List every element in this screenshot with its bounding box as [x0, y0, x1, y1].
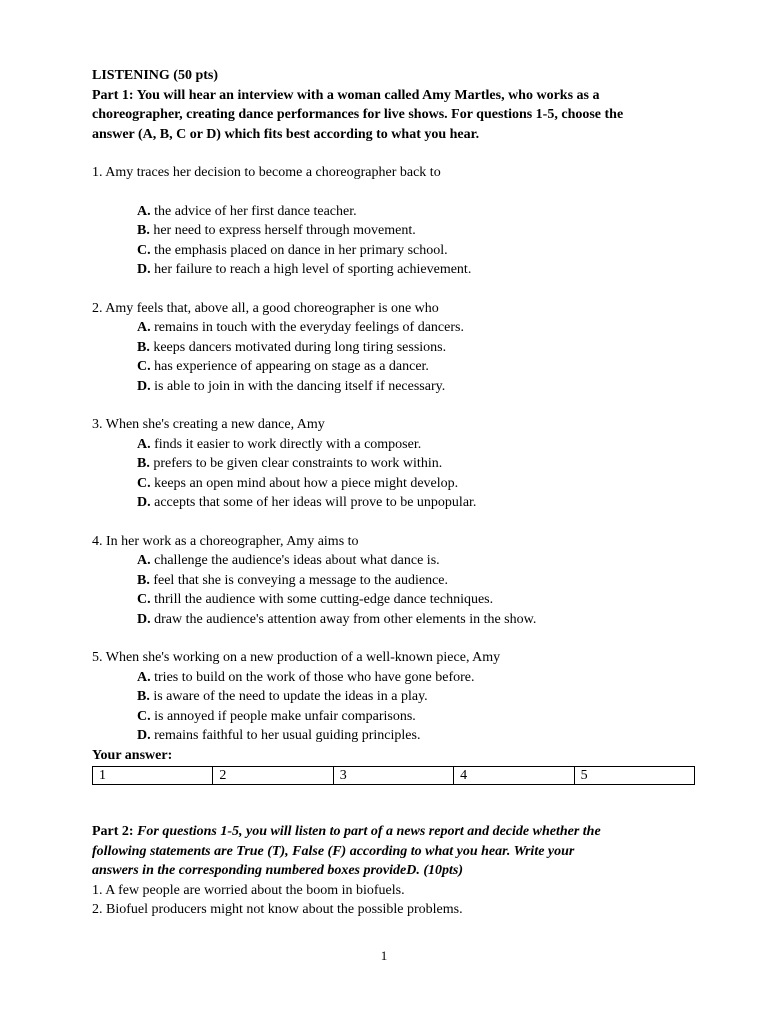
option-b: B. is aware of the need to update the ideas in a play. — [137, 689, 428, 704]
option-a: A. challenge the audience's ideas about what dance is. — [137, 553, 440, 568]
question-stem: 5. When she's working on a new production of a well-known piece, Amy — [92, 650, 501, 665]
option-a: A. the advice of her first dance teacher. — [137, 203, 357, 219]
question-2 — [92, 299, 696, 397]
option-a: A. remains in touch with the everyday feelings of dancers. — [137, 320, 464, 335]
option-c: C. has experience of appearing on stage as a dancer. — [137, 359, 429, 374]
option-a: A. finds it easier to work directly with a composer. — [137, 436, 422, 452]
part1-instruction-line: You will hear an interview with a woman called Amy Martles, who works as a — [136, 87, 600, 103]
part2-instruction-line: For questions 1-5, you will listen to part of a news report and decide whether the — [137, 824, 601, 839]
statement-2: 2. Biofuel producers might not know about the possible problems. — [92, 902, 463, 917]
part1-instruction-line: choreographer, creating dance performances for live shows. For questions 1-5, choose the — [92, 107, 624, 122]
option-c: C. thrill the audience with some cutting-edge dance techniques. — [137, 592, 494, 607]
question-5 — [92, 648, 696, 746]
question-3 — [92, 415, 696, 513]
answer-row — [93, 767, 695, 785]
document-page — [92, 66, 696, 920]
answer-box-5[interactable]: 5 — [574, 767, 694, 785]
part1-instruction-line: answer (A, B, C or D) which fits best according to what you hear. — [92, 126, 480, 142]
option-b: B. feel that she is conveying a message to the audience. — [137, 572, 449, 588]
option-a: A. tries to build on the work of those who have gone before. — [137, 669, 475, 685]
option-c: C. the emphasis placed on dance in her primary school. — [137, 242, 448, 258]
option-c: C. is annoyed if people make unfair comparisons. — [137, 708, 416, 724]
option-d: D. is able to join in with the dancing itself if necessary. — [137, 378, 446, 394]
question-1 — [92, 163, 696, 280]
question-stem: 2. Amy feels that, above all, a good choreographer is one who — [92, 300, 439, 316]
question-4 — [92, 532, 696, 630]
part2-instruction-line: following statements are True (T), False (F) according to what you hear. Write your — [92, 843, 575, 859]
part1-instructions — [92, 86, 696, 145]
part2-label: Part 2: — [92, 824, 134, 839]
option-c: C. keeps an open mind about how a piece might develop. — [137, 475, 459, 491]
part2-instruction-line: answers in the corresponding numbered boxes provideD. (10pts) — [92, 863, 464, 878]
part2-instructions — [92, 822, 696, 881]
part1-label: Part 1: — [92, 87, 134, 103]
answer-table — [92, 766, 695, 785]
question-stem: 3. When she's creating a new dance, Amy — [92, 417, 325, 432]
answer-box-2[interactable]: 2 — [213, 767, 333, 785]
option-b: B. keeps dancers motivated during long tiring sessions. — [137, 339, 447, 355]
option-b: B. her need to express herself through movement. — [137, 223, 416, 238]
option-d: D. remains faithful to her usual guiding principles. — [137, 728, 421, 743]
statement-1: 1. A few people are worried about the boom in biofuels. — [92, 882, 405, 898]
your-answer-label: Your answer: — [92, 747, 173, 763]
page-number: 1 — [380, 948, 388, 963]
option-d: D. accepts that some of her ideas will prove to be unpopular. — [137, 495, 477, 510]
option-b: B. prefers to be given clear constraints to work within. — [137, 456, 443, 471]
answer-box-4[interactable]: 4 — [454, 767, 574, 785]
answer-box-1[interactable]: 1 — [93, 767, 213, 785]
question-stem: 4. In her work as a choreographer, Amy aims to — [92, 533, 359, 549]
option-d: D. her failure to reach a high level of sporting achievement. — [137, 262, 472, 277]
section-heading: LISTENING (50 pts) — [92, 68, 219, 83]
question-stem: 1. Amy traces her decision to become a choreographer back to — [92, 165, 441, 180]
option-d: D. draw the audience's attention away from other elements in the show. — [137, 611, 537, 627]
answer-box-3[interactable]: 3 — [333, 767, 453, 785]
